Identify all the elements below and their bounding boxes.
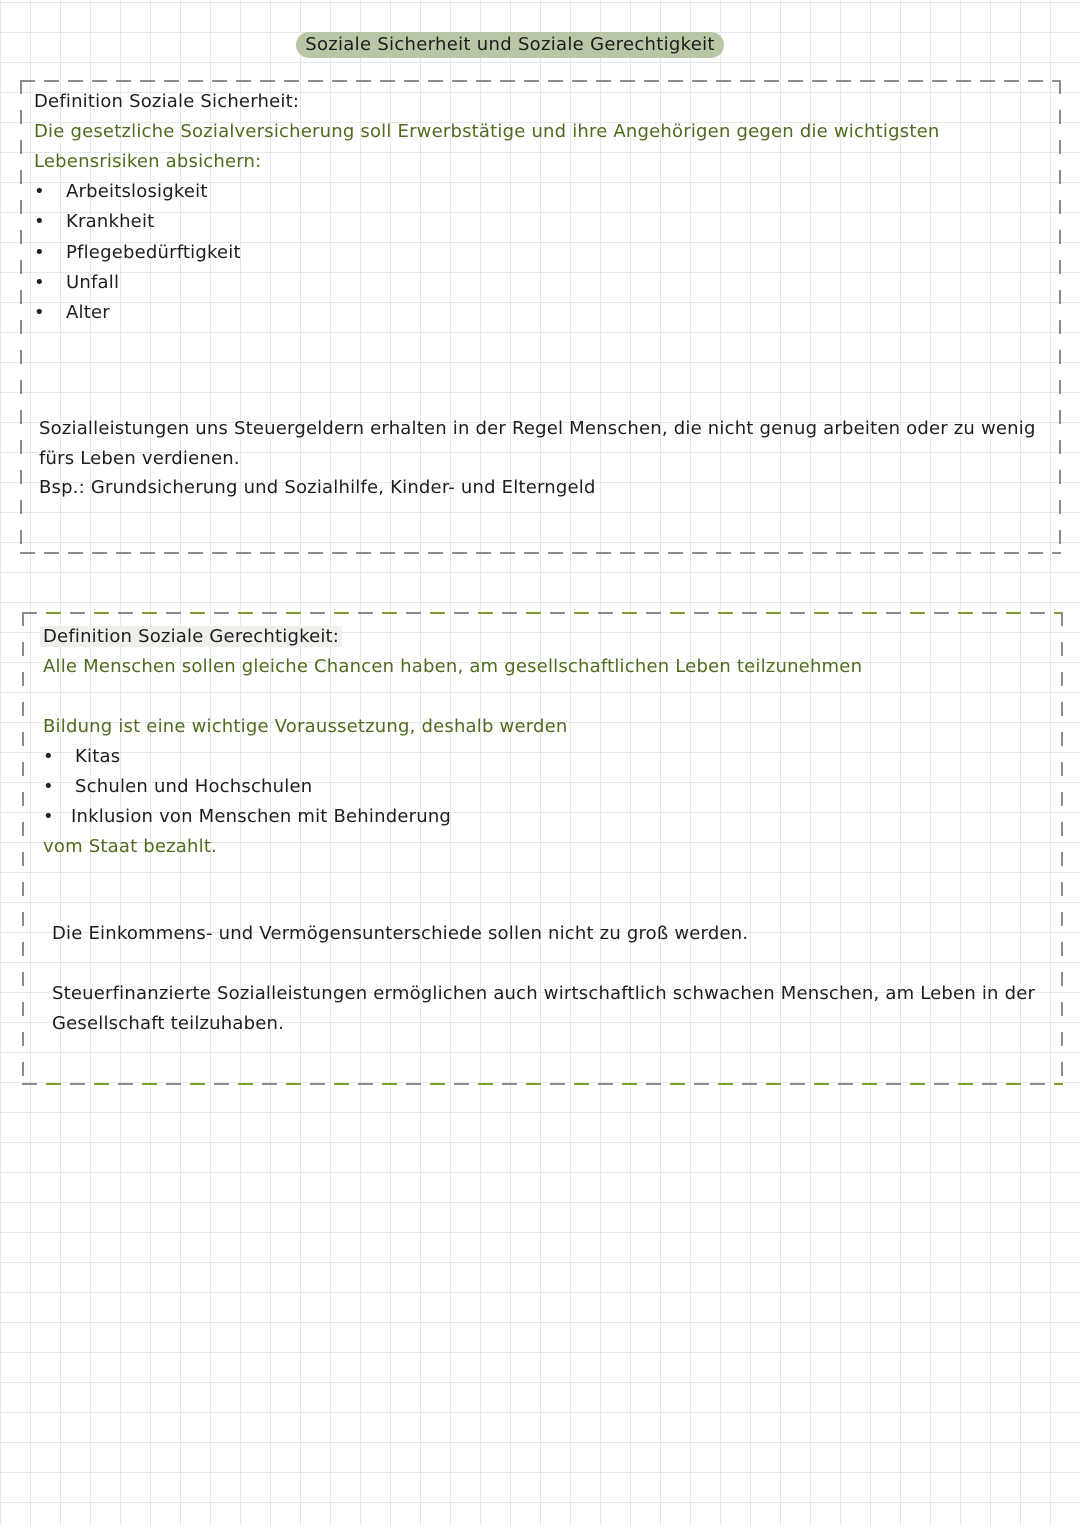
dashed-border-left bbox=[22, 612, 24, 1085]
education-item: Inklusion von Menschen mit Behinderung bbox=[71, 806, 452, 827]
heading-soziale-sicherheit: Definition Soziale Sicherheit: bbox=[34, 91, 300, 112]
statement-line: Die Einkommens- und Vermögensunterschiede sollen nicht zu groß werden. bbox=[52, 923, 749, 944]
risk-item: Arbeitslosigkeit bbox=[66, 181, 208, 202]
bullet-icon: • bbox=[34, 272, 45, 293]
paragraph-line-1: Sozialleistungen uns Steuergeldern erhalten in der Regel Menschen, die nicht genug arbeiten oder zu wenig bbox=[39, 418, 1036, 439]
dashed-border-top bbox=[20, 80, 1061, 82]
bullet-icon: • bbox=[34, 211, 45, 232]
risk-item: Pflegebedürftigkeit bbox=[66, 242, 241, 263]
heading-text: Definition Soziale Gerechtigkeit: bbox=[40, 626, 342, 647]
bullet-icon: • bbox=[34, 302, 45, 323]
bullet-icon: • bbox=[34, 181, 45, 202]
bullet-icon: • bbox=[34, 242, 45, 263]
paragraph-line-2: fürs Leben verdienen. bbox=[39, 448, 240, 469]
risk-item: Alter bbox=[66, 302, 110, 323]
dashed-border-bottom bbox=[22, 1083, 1063, 1085]
example-line: Bsp.: Grundsicherung und Sozialhilfe, Kinder- und Elterngeld bbox=[39, 477, 596, 498]
bullet-icon: • bbox=[43, 776, 54, 797]
page-title: Soziale Sicherheit und Soziale Gerechtigkeit bbox=[296, 32, 724, 58]
dashed-border-right bbox=[1061, 612, 1063, 1085]
education-item: Schulen und Hochschulen bbox=[75, 776, 313, 797]
paragraph-line-1: Steuerfinanzierte Sozialleistungen ermöglichen auch wirtschaftlich schwachen Menschen, am Leben in der bbox=[52, 983, 1036, 1004]
dashed-border-top bbox=[22, 612, 1063, 614]
dashed-border-bottom bbox=[20, 552, 1061, 554]
risk-item: Unfall bbox=[66, 272, 120, 293]
bullet-icon: • bbox=[43, 746, 54, 767]
dashed-border-right bbox=[1059, 80, 1061, 554]
bullet-icon: • bbox=[43, 806, 54, 827]
education-intro: Bildung ist eine wichtige Voraussetzung, deshalb werden bbox=[43, 716, 568, 737]
intro-line-2: Lebensrisiken absichern: bbox=[34, 151, 262, 172]
paragraph-line-2: Gesellschaft teilzuhaben. bbox=[52, 1013, 285, 1034]
dashed-border-left bbox=[20, 80, 22, 554]
education-item: Kitas bbox=[75, 746, 121, 767]
intro-line-1: Die gesetzliche Sozialversicherung soll Erwerbstätige und ihre Angehörigen gegen die wichtigsten bbox=[34, 121, 940, 142]
intro-line: Alle Menschen sollen gleiche Chancen haben, am gesellschaftlichen Leben teilzunehmen bbox=[43, 656, 863, 677]
education-outro: vom Staat bezahlt. bbox=[43, 836, 218, 857]
risk-item: Krankheit bbox=[66, 211, 155, 232]
heading-soziale-gerechtigkeit bbox=[40, 622, 342, 652]
